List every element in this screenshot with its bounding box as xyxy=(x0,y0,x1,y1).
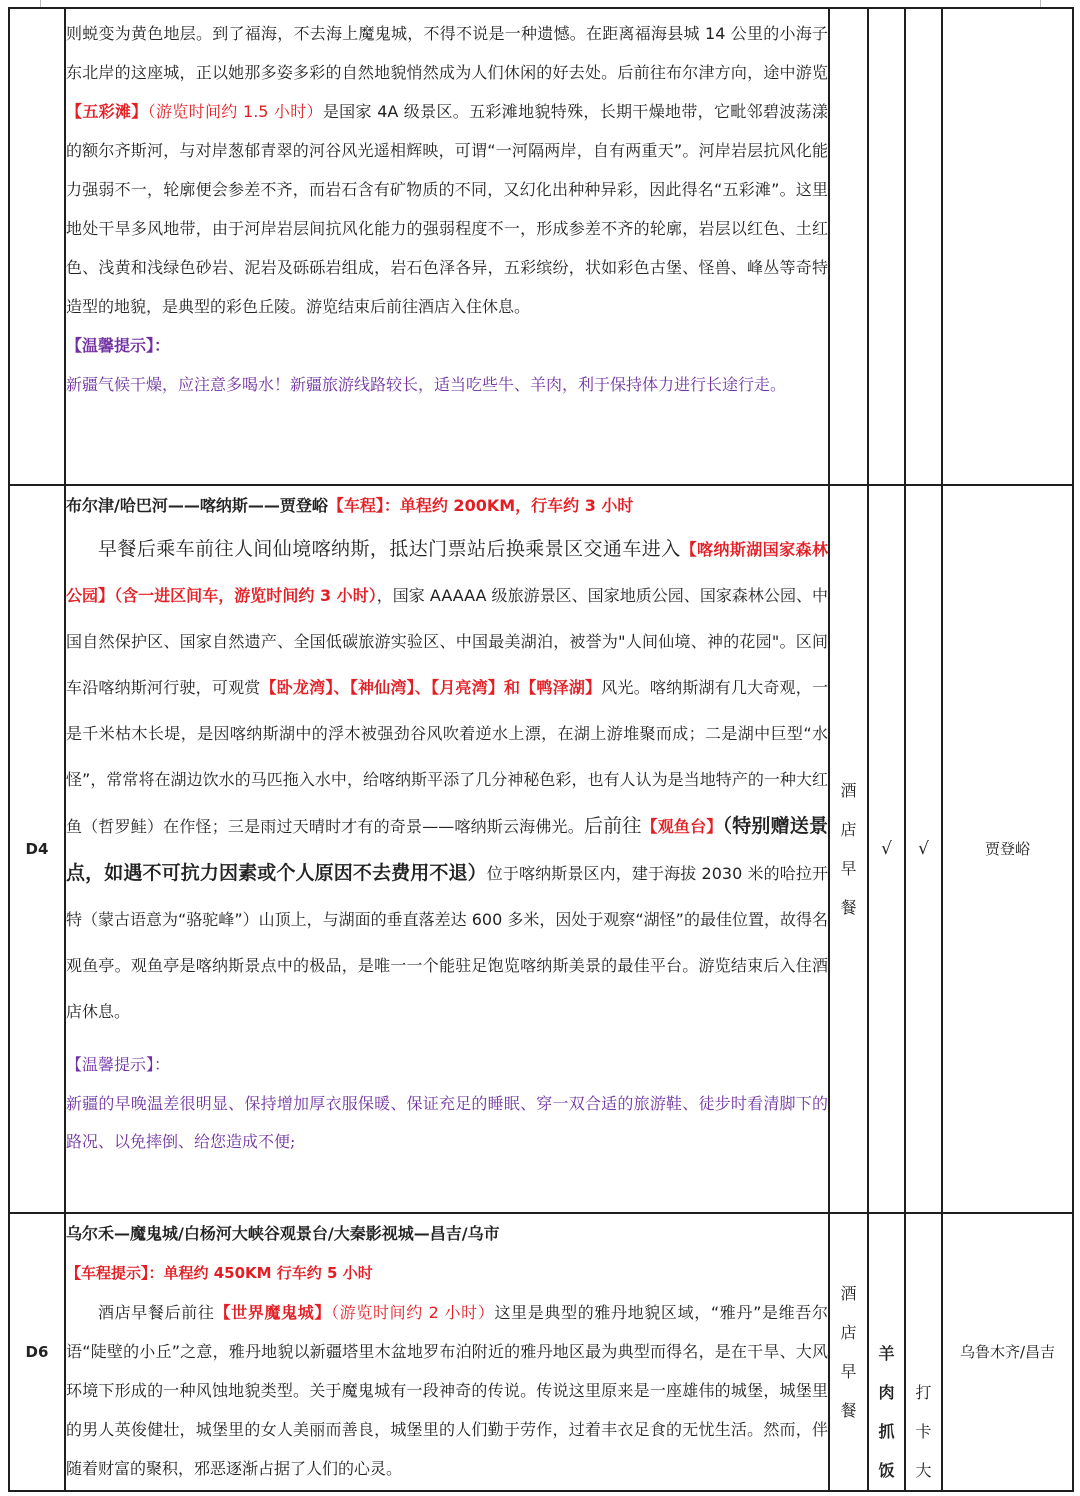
lunch-cell xyxy=(868,8,905,485)
hotel-cell xyxy=(942,8,1073,485)
attraction-name: 【世界魔鬼城】 xyxy=(214,1303,332,1322)
drive-info: 【车程提示】：单程约 450KM 行车约 5 小时 xyxy=(66,1264,373,1282)
meal-char: 酒 xyxy=(840,781,857,800)
route-title: 布尔津/哈巴河——喀纳斯——贾登峪 xyxy=(66,496,328,515)
body-text: 后前往 xyxy=(583,815,642,837)
table-row xyxy=(9,8,1073,485)
breakfast-cell xyxy=(829,1213,868,1491)
table-row xyxy=(9,1213,1073,1491)
attraction-name: 【观鱼台】 xyxy=(641,817,723,836)
itinerary-paragraph xyxy=(66,526,828,1035)
body-text: 则蜕变为黄色地层。到了福海，不去海上魔鬼城，不得不说是一种遗憾。在距离福海县城 14 公里的小海子东北岸的这座城，正以她那多姿多彩的自然地貌悄然成为人们休闲的好去处。后前往布尔津方向，途中游览 xyxy=(66,24,828,82)
visit-duration: （游览时间约 2 小时） xyxy=(331,1303,495,1322)
body-text: 是国家 4A 级景区。五彩滩地貌特殊，长期干燥地带，它毗邻碧波荡漾的额尔齐斯河，与对岸葱郁青翠的河谷风光遥相辉映，可谓“一河隔两岸，自有两重天”。河岸岩层抗风化能力强弱不一，轮廓便会参差不齐，而岩石含有矿物质的不同，又幻化出种种异彩，因此得名“五彩滩”。这里地处干旱多风地带，由于河岸岩层间抗风化能力的强弱程度不一，形成参差不齐的轮廓，岩层以红色、土红色、浅黄和浅绿色砂岩、泥岩及砾砾岩组成，岩石色泽各异，五彩缤纷，状如彩色古堡、怪兽、峰丛等奇特造型的地貌，是典型的彩色丘陵。游览结束后前往酒店入住休息。 xyxy=(66,102,828,316)
table-row xyxy=(9,485,1073,1213)
route-header xyxy=(66,486,828,526)
meal-char: 卡 xyxy=(915,1422,932,1441)
attraction-name: 【喀纳斯湖国家森林公园】（含一进区间车，游览时间约 3 小时） xyxy=(66,540,828,605)
body-text: 位于喀纳斯景区内，建于海拔 2030 米的哈拉开特（蒙古语意为“骆驼峰”）山顶上，与湖面的垂直落差达 600 多米，因处于观察“湖怪”的最佳位置，故得名观鱼亭。观鱼亭是喀纳斯景点中的极品，是唯一一个能驻足饱览喀纳斯美景的最佳平台。游览结束后入住酒店休息。 xyxy=(66,864,828,1021)
lunch-cell: √ xyxy=(868,485,905,1213)
body-text: 酒店早餐后前往 xyxy=(98,1303,215,1322)
day-cell: D6 xyxy=(9,1213,65,1491)
meal-char: 抓 xyxy=(878,1422,895,1441)
day-cell xyxy=(9,8,65,485)
meal-char: 店 xyxy=(840,820,857,839)
meal-char: 餐 xyxy=(840,1401,857,1420)
meal-char: 酒 xyxy=(840,1284,857,1303)
body-text: ，国家 AAAAA 级旅游景区、国家地质公园、国家森林公园、中国自然保护区、国家自然遗产、全国低碳旅游实验区、中国最美湖泊，被誉为"人间仙境、神的花园"。区间车沿喀纳斯河行驶，可观赏 xyxy=(66,586,828,697)
meal-char: 羊 xyxy=(878,1344,895,1363)
body-text: 风光。喀纳斯湖有几大奇观，一是千米枯木长堤，是因喀纳斯湖中的浮木被强劲谷风吹着逆水上漂，在湖上游堆聚而成；二是湖中巨型“水怪”，常常将在湖边饮水的马匹拖入水中，给喀纳斯平添了几分神秘色彩，也有人认为是当地特产的一种大红鱼（哲罗鲑）在作怪；三是雨过天晴时才有的奇景——喀纳斯云海佛光。 xyxy=(66,678,828,836)
visit-duration: （游览时间约 1.5 小时） xyxy=(147,102,323,121)
itinerary-paragraph xyxy=(66,1293,828,1488)
meal-char: 早 xyxy=(840,1362,857,1381)
tip-text: 新疆气候干燥，应注意多喝水！新疆旅游线路较长，适当吃些牛、羊肉，利于保持体力进行长途行走。 xyxy=(66,375,787,394)
dinner-cell: √ xyxy=(905,485,942,1213)
lunch-cell xyxy=(868,1213,905,1491)
itinerary-paragraph xyxy=(66,9,828,326)
body-text: 早餐后乘车前往人间仙境喀纳斯，抵达门票站后换乘景区交通车进入 xyxy=(98,538,681,560)
hotel-cell: 乌鲁木齐/昌吉 xyxy=(942,1213,1073,1491)
breakfast-cell xyxy=(829,8,868,485)
body-text: 这里是典型的雅丹地貌区域，“雅丹”是维吾尔语“陡壁的小丘”之意，雅丹地貌以新疆塔里木盆地罗布泊附近的雅丹地区最为典型而得名，是在干旱、大风环境下形成的一种风蚀地貌类型。关于魔鬼城有一段神奇的传说。传说这里原来是一座雄伟的城堡，城堡里的男人英俊健壮，城堡里的女人美丽而善良，城堡里的人们勤于劳作，过着丰衣足食的无忧生活。然而，伴随着财富的聚积，邪恶逐渐占据了人们的心灵。 xyxy=(66,1303,828,1478)
itinerary-table xyxy=(8,7,1074,1492)
breakfast-cell xyxy=(829,485,868,1213)
meal-char: 打 xyxy=(915,1383,932,1402)
hotel-cell: 贾登峪 xyxy=(942,485,1073,1213)
tip-text: 新疆的早晚温差很明显、保持增加厚衣服保暖、保证充足的睡眠、穿一双合适的旅游鞋、徒步时看清脚下的路况、以免摔倒、给您造成不便; xyxy=(66,1094,828,1151)
meal-char: 大 xyxy=(915,1461,932,1480)
meal-char: 肉 xyxy=(878,1383,895,1402)
drive-info: 【车程】：单程约 200KM，行车约 3 小时 xyxy=(327,496,634,515)
route-header: 乌尔禾—魔鬼城/白杨河大峡谷观景台/大秦影视城—昌吉/乌市 xyxy=(66,1224,500,1243)
tip-title: 【温馨提示】： xyxy=(66,336,171,355)
dinner-cell xyxy=(905,1213,942,1491)
tip-title: 【温馨提示】： xyxy=(66,1055,171,1074)
dinner-cell xyxy=(905,8,942,485)
meal-char: 店 xyxy=(840,1323,857,1342)
itinerary-content xyxy=(65,1213,829,1491)
day-cell: D4 xyxy=(9,485,65,1213)
meal-char: 早 xyxy=(840,859,857,878)
itinerary-content xyxy=(65,8,829,485)
meal-char: 餐 xyxy=(840,898,857,917)
itinerary-content xyxy=(65,485,829,1213)
attraction-name: 【五彩滩】 xyxy=(66,102,148,121)
meal-char: 饭 xyxy=(878,1461,895,1480)
attraction-name: 【卧龙湾】、【神仙湾】、【月亮湾】和【鸭泽湖】 xyxy=(260,678,602,697)
gift-note: （特别赠送景点，如遇不可抗力因素或个人原因不去费用不退） xyxy=(66,815,828,884)
